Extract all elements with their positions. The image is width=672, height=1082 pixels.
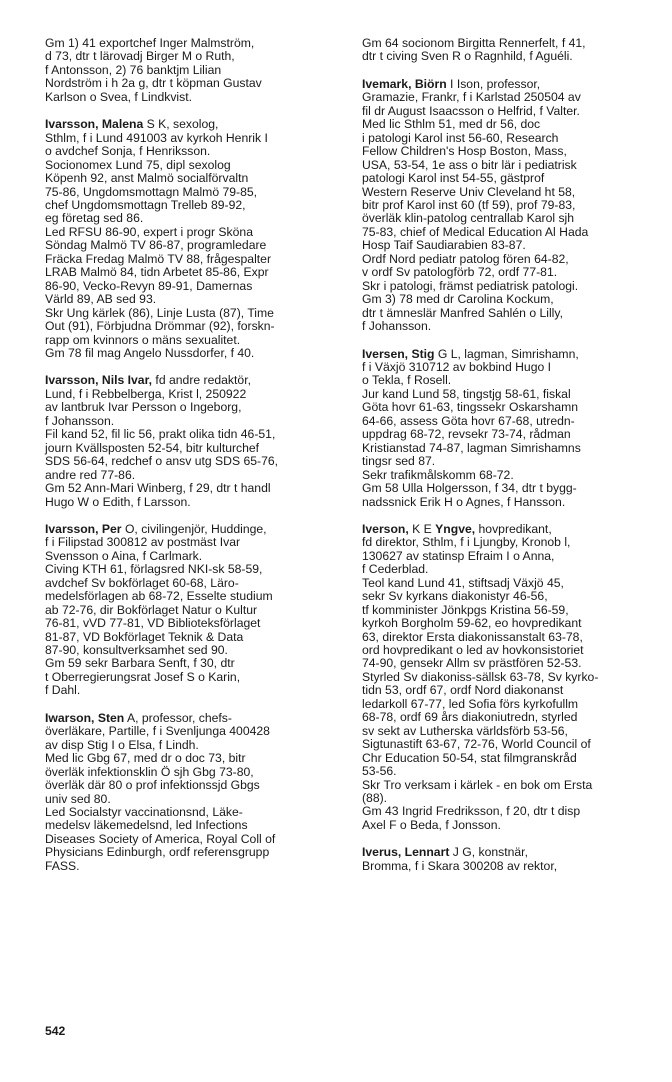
entry-line xyxy=(45,604,345,617)
entry-name: Ivarsson, Per xyxy=(45,521,122,536)
entry-text: Gm 58 Ulla Holgersson, f 34, dtr t bygg- xyxy=(362,481,577,496)
entry-text: Skr Ung kärlek (86), Linje Lusta (87), Time xyxy=(45,305,274,320)
entry-line xyxy=(45,37,345,50)
entry-text: hovpredikant, xyxy=(475,521,552,536)
entry-line xyxy=(362,118,662,131)
entry-line xyxy=(45,172,345,185)
biography-entry xyxy=(45,712,345,873)
entry-name: Ivarsson, Nils Ivar, xyxy=(45,373,153,388)
entry-text: Styrled Sv diakoniss-sällsk 63-78, Sv kyrko- xyxy=(362,669,599,684)
entry-line xyxy=(45,657,345,670)
biography-entry xyxy=(45,374,345,509)
entry-line xyxy=(45,833,345,846)
entry-text: Western Reserve Univ Cleveland ht 58, xyxy=(362,184,576,199)
entry-text: Civing KTH 61, förlagsred NKI-sk 58-59, xyxy=(45,562,263,577)
entry-text: 64-66, assess Göta hovr 67-68, utredn- xyxy=(362,413,575,428)
entry-line xyxy=(362,644,662,657)
entry-line xyxy=(45,766,345,779)
entry-line xyxy=(362,401,662,414)
entry-text: 86-90, Vecko-Revyn 89-91, Damernas xyxy=(45,278,253,293)
entry-text: Skr i patologi, främst pediatrisk patologi. xyxy=(362,278,579,293)
entry-text: ab 72-76, dir Bokförlaget Natur o Kultur xyxy=(45,602,258,617)
entry-line xyxy=(362,752,662,765)
entry-line xyxy=(45,684,345,697)
entry-text: O, civilingenjör, Huddinge, xyxy=(121,521,267,536)
entry-line xyxy=(362,415,662,428)
entry-line xyxy=(45,469,345,482)
entry-line xyxy=(362,91,662,104)
entry-line xyxy=(362,348,662,361)
page-number: 542 xyxy=(45,1024,66,1038)
entry-text: K E xyxy=(408,521,436,536)
entry-text: överläk klin-patolog centrallab Karol sjh xyxy=(362,211,575,226)
entry-text: Jur kand Lund 58, tingstjg 58-61, fiskal xyxy=(362,386,571,401)
entry-text: Göta hovr 61-63, tingssekr Oskarshamn xyxy=(362,400,579,415)
entry-text: Physicians Edinburgh, ordf referensgrupp xyxy=(45,845,270,860)
entry-line xyxy=(362,846,662,859)
entry-line xyxy=(45,631,345,644)
entry-text: 75-86, Ungdomsmottagn Malmö 79-85, xyxy=(45,184,258,199)
entry-text: Lund, f i Rebbelberga, Krist l, 250922 xyxy=(45,386,247,401)
entry-line xyxy=(45,536,345,549)
entry-line xyxy=(45,496,345,509)
entry-text: t Oberregierungsrat Josef S o Karin, xyxy=(45,669,241,684)
entry-text: Socionomex Lund 75, dipl sexolog xyxy=(45,157,231,172)
entry-text: Med lic Gbg 67, med dr o doc 73, bitr xyxy=(45,751,246,766)
entry-line xyxy=(362,631,662,644)
entry-text: Söndag Malmö TV 86-87, programledare xyxy=(45,238,267,253)
entry-line xyxy=(45,186,345,199)
entry-text: i patologi Karol inst 56-60, Research xyxy=(362,130,559,145)
entry-line xyxy=(362,469,662,482)
entry-line xyxy=(362,253,662,266)
entry-line xyxy=(362,159,662,172)
entry-text: Fräcka Fredag Malmö TV 88, frågespalter xyxy=(45,251,272,266)
entry-text: sekr Sv kyrkans diakonistyr 46-56, xyxy=(362,589,548,604)
entry-line xyxy=(362,657,662,670)
entry-line xyxy=(45,442,345,455)
entry-text: eg företag sed 86. xyxy=(45,211,144,226)
entry-line xyxy=(362,307,662,320)
entry-line xyxy=(45,523,345,536)
entry-line xyxy=(362,482,662,495)
entry-text: Gm 64 socionom Birgitta Rennerfelt, f 41, xyxy=(362,36,586,50)
entry-line xyxy=(45,388,345,401)
entry-text: Bromma, f i Skara 300208 av rektor, xyxy=(362,858,558,873)
right-column xyxy=(362,37,662,887)
entry-line xyxy=(362,455,662,468)
entry-name: Ivarsson, Malena xyxy=(45,117,144,132)
entry-text: f i Växjö 310712 av bokbind Hugo I xyxy=(362,359,552,374)
entry-line xyxy=(362,765,662,778)
entry-text: dtr t civing Sven R o Ragnhild, f Aguéli. xyxy=(362,49,573,64)
entry-text: Diseases Society of America, Royal Coll of xyxy=(45,831,276,846)
entry-text: Gm 1) 41 exportchef Inger Malmström, xyxy=(45,36,255,50)
entry-line xyxy=(45,401,345,414)
entry-line xyxy=(362,860,662,873)
entry-text: 87-90, konsultverksamhet sed 90. xyxy=(45,643,228,658)
entry-line xyxy=(362,374,662,387)
entry-line xyxy=(45,550,345,563)
entry-line xyxy=(45,644,345,657)
entry-text: FASS. xyxy=(45,858,80,873)
entry-text: LRAB Malmö 84, tidn Arbetet 85-86, Expr xyxy=(45,265,269,280)
biography-entry xyxy=(362,37,662,64)
entry-text: nadssnick Erik H o Agnes, f Hansson. xyxy=(362,494,566,509)
entry-line xyxy=(45,226,345,239)
entry-text: Gm 78 fil mag Angelo Nussdorfer, f 40. xyxy=(45,345,255,360)
entry-text: v ordf Sv patologförb 72, ordf 77-81. xyxy=(362,265,558,280)
entry-line xyxy=(362,186,662,199)
entry-line xyxy=(362,779,662,792)
entry-line xyxy=(45,280,345,293)
entry-text: Gm 3) 78 med dr Carolina Kockum, xyxy=(362,292,554,307)
entry-line xyxy=(45,253,345,266)
entry-line xyxy=(45,739,345,752)
biography-entry xyxy=(362,78,662,334)
entry-text: G L, lagman, Simrishamn, xyxy=(434,346,579,361)
entry-text: o avdchef Sonja, f Henriksson. xyxy=(45,144,211,159)
entry-line xyxy=(45,266,345,279)
entry-line xyxy=(362,590,662,603)
entry-line xyxy=(362,37,662,50)
entry-line xyxy=(362,698,662,711)
entry-line xyxy=(45,819,345,832)
entry-line xyxy=(362,388,662,401)
entry-text: Fellow Children's Hosp Boston, Mass, xyxy=(362,144,567,159)
entry-line xyxy=(362,105,662,118)
entry-text: Chr Education 50-54, stat filmgranskråd xyxy=(362,750,577,765)
entry-text: tingsr sed 87. xyxy=(362,454,436,469)
entry-line xyxy=(362,577,662,590)
entry-line xyxy=(45,725,345,738)
entry-text: Sigtunastift 63-67, 72-76, World Council of xyxy=(362,737,591,752)
entry-text: tidn 53, ordf 67, ordf Nord diakonanst xyxy=(362,683,564,698)
biography-entry xyxy=(45,118,345,360)
entry-line xyxy=(45,374,345,387)
entry-line xyxy=(362,172,662,185)
entry-line xyxy=(45,212,345,225)
entry-text: A, professor, chefs- xyxy=(124,710,232,725)
entry-text: Led Socialstyr vaccinationsnd, Läke- xyxy=(45,805,243,820)
entry-line xyxy=(45,320,345,333)
entry-text: Gramazie, Frankr, f i Karlstad 250504 av xyxy=(362,90,581,105)
entry-line xyxy=(362,50,662,63)
entry-line xyxy=(45,64,345,77)
entry-text: Teol kand Lund 41, stiftsadj Växjö 45, xyxy=(362,575,564,590)
entry-text: S K, sexolog, xyxy=(143,117,219,132)
entry-text: kyrkoh Borgholm 59-62, eo hovpredikant xyxy=(362,616,582,631)
entry-line xyxy=(362,266,662,279)
entry-text: USA, 53-54, 1e ass o bitr lär i pediatrisk xyxy=(362,157,577,172)
entry-text: fil dr August Isaacsson o Helfrid, f Valter. xyxy=(362,103,580,118)
entry-text: f i Filipstad 300812 av postmäst Ivar xyxy=(45,535,241,550)
entry-line xyxy=(45,806,345,819)
entry-line xyxy=(45,159,345,172)
entry-line xyxy=(362,792,662,805)
entry-text: av disp Stig I o Elsa, f Lindh. xyxy=(45,737,199,752)
entry-text: överläk där 80 o prof infektionssjd Gbgs xyxy=(45,778,260,793)
entry-text: bitr prof Karol inst 60 (tf 59), prof 79-83, xyxy=(362,197,576,212)
entry-text: Axel F o Beda, f Jonsson. xyxy=(362,817,501,832)
entry-line xyxy=(362,725,662,738)
entry-text: sv sekt av Lutherska världsförb 53-56, xyxy=(362,723,568,738)
biography-entry xyxy=(362,348,662,509)
entry-line xyxy=(362,226,662,239)
entry-text: d 73, dtr t lärovadj Birger M o Ruth, xyxy=(45,49,235,64)
entry-text: Gm 52 Ann-Mari Winberg, f 29, dtr t handl xyxy=(45,481,271,496)
entry-line xyxy=(45,334,345,347)
entry-text: Skr Tro verksam i kärlek - en bok om Ersta xyxy=(362,777,593,792)
entry-name: Iverus, Lennart xyxy=(362,845,450,860)
entry-line xyxy=(362,805,662,818)
entry-text: Sthlm, f i Lund 491003 av kyrkoh Henrik I xyxy=(45,130,268,145)
entry-text: dtr t ämneslär Manfred Sahlén o Lilly, xyxy=(362,305,563,320)
entry-text: f Johansson. xyxy=(362,319,432,334)
entry-line xyxy=(362,199,662,212)
entry-line xyxy=(362,239,662,252)
biography-entry xyxy=(362,523,662,832)
entry-name: Ivemark, Biörn xyxy=(362,76,447,91)
entry-line xyxy=(45,617,345,630)
entry-text: Värld 89, AB sed 93. xyxy=(45,292,157,307)
entry-text: f Cederblad. xyxy=(362,562,429,577)
entry-text: Hosp Taif Saudiarabien 83-87. xyxy=(362,238,526,253)
entry-name: Iwarson, Sten xyxy=(45,710,125,725)
entry-text: Sekr trafikmålskomm 68-72. xyxy=(362,467,514,482)
entry-text: ledarkoll 67-77, led Sofia förs kyrkofullm xyxy=(362,696,579,711)
entry-line xyxy=(362,361,662,374)
entry-text: 76-81, vVD 77-81, VD Biblioteksförlaget xyxy=(45,616,261,631)
entry-line xyxy=(45,712,345,725)
entry-line xyxy=(45,793,345,806)
entry-line xyxy=(362,711,662,724)
entry-text: 68-78, ordf 69 års diakoniutredn, styrled xyxy=(362,710,578,725)
entry-line xyxy=(45,590,345,603)
entry-text: medelsförlagen ab 68-72, Esselte studium xyxy=(45,589,273,604)
entry-text: Nordström i h 2a g, dtr t köpman Gustav xyxy=(45,76,262,91)
entry-line xyxy=(362,132,662,145)
entry-text: fd direktor, Sthlm, f i Ljungby, Kronob l, xyxy=(362,535,571,550)
entry-text: Köpenh 92, anst Malmö socialförvaltn xyxy=(45,171,249,186)
entry-text: univ sed 80. xyxy=(45,791,111,806)
entry-text: Kristianstad 74-87, lagman Simrishamns xyxy=(362,440,581,455)
entry-line xyxy=(45,671,345,684)
entry-line xyxy=(362,320,662,333)
entry-text: Hugo W o Edith, f Larsson. xyxy=(45,494,191,509)
entry-line xyxy=(362,738,662,751)
biography-entry xyxy=(362,846,662,873)
entry-text: rapp om kvinnors o mäns sexualitet. xyxy=(45,332,241,347)
entry-line xyxy=(362,212,662,225)
entry-line xyxy=(45,293,345,306)
biography-entry xyxy=(45,37,345,104)
entry-text: av lantbruk Ivar Persson o Ingeborg, xyxy=(45,400,242,415)
entry-line xyxy=(45,779,345,792)
entry-line xyxy=(45,132,345,145)
entry-text: Med lic Sthlm 51, med dr 56, doc xyxy=(362,117,541,132)
entry-line xyxy=(45,199,345,212)
entry-text: Out (91), Förbjudna Drömmar (92), forskn- xyxy=(45,319,275,334)
entry-line xyxy=(45,860,345,873)
entry-name: Iversen, Stig xyxy=(362,346,435,361)
entry-line xyxy=(45,846,345,859)
entry-text: Gm 43 Ingrid Fredriksson, f 20, dtr t disp xyxy=(362,804,581,819)
entry-text: journ Kvällsposten 52-54, bitr kulturchef xyxy=(45,440,260,455)
entry-text: 53-56. xyxy=(362,764,397,779)
entry-line xyxy=(45,50,345,63)
entry-text: 130627 av statinsp Efraim I o Anna, xyxy=(362,548,555,563)
entry-line xyxy=(362,671,662,684)
entry-line xyxy=(362,563,662,576)
entry-text: Svensson o Aina, f Carlmark. xyxy=(45,548,203,563)
entry-text: f Johansson. xyxy=(45,413,115,428)
entry-line xyxy=(362,819,662,832)
entry-line xyxy=(45,428,345,441)
entry-line xyxy=(362,428,662,441)
entry-line xyxy=(362,78,662,91)
entry-line xyxy=(362,496,662,509)
entry-text: andre red 77-86. xyxy=(45,467,136,482)
entry-text: J G, konstnär, xyxy=(449,845,528,860)
entry-line xyxy=(362,280,662,293)
entry-line xyxy=(45,91,345,104)
entry-text: f Antonsson, 2) 76 banktjm Lilian xyxy=(45,62,222,77)
entry-line xyxy=(45,347,345,360)
entry-text: avdchef Sv bokförlaget 60-68, Läro- xyxy=(45,575,239,590)
entry-line xyxy=(45,415,345,428)
entry-text: patologi Karol inst 54-55, gästprof xyxy=(362,171,545,186)
entry-line xyxy=(362,536,662,549)
entry-text: 81-87, VD Bokförlaget Teknik & Data xyxy=(45,629,244,644)
entry-line xyxy=(45,563,345,576)
entry-line xyxy=(45,455,345,468)
entry-text: medelsv läkemedelsnd, led Infections xyxy=(45,818,248,833)
entry-text: överläkare, Partille, f i Svenljunga 400428 xyxy=(45,724,270,739)
biography-entry xyxy=(45,523,345,698)
entry-name: Yngve, xyxy=(435,521,476,536)
entry-line xyxy=(45,239,345,252)
entry-line xyxy=(45,482,345,495)
entry-text: 63, direktor Ersta diakonissanstalt 63-78, xyxy=(362,629,583,644)
entry-text: Karlson o Svea, f Lindkvist. xyxy=(45,89,192,104)
entry-line xyxy=(362,684,662,697)
entry-line xyxy=(362,293,662,306)
entry-line xyxy=(45,752,345,765)
entry-line xyxy=(362,523,662,536)
entry-text: Fil kand 52, fil lic 56, prakt olika tidn 46-51, xyxy=(45,427,276,442)
entry-line xyxy=(45,307,345,320)
left-column xyxy=(45,37,345,887)
entry-text: 74-90, gensekr Allm sv prästfören 52-53. xyxy=(362,656,582,671)
entry-line xyxy=(45,145,345,158)
entry-text: o Tekla, f Rosell. xyxy=(362,373,452,388)
entry-line xyxy=(362,550,662,563)
entry-text: överläk infektionsklin Ö sjh Gbg 73-80, xyxy=(45,764,254,779)
entry-line xyxy=(45,77,345,90)
entry-text: uppdrag 68-72, revsekr 73-74, rådman xyxy=(362,427,571,442)
entry-name: Iverson, xyxy=(362,521,409,536)
entry-text: Gm 59 sekr Barbara Senft, f 30, dtr xyxy=(45,656,235,671)
entry-text: (88). xyxy=(362,791,388,806)
entry-line xyxy=(362,442,662,455)
entry-text: 75-83, chief of Medical Education Al Hada xyxy=(362,224,589,239)
entry-text: chef Ungdomsmottagn Trelleb 89-92, xyxy=(45,197,246,212)
entry-text: SDS 56-64, redchef o ansv utg SDS 65-76, xyxy=(45,454,279,469)
entry-text: f Dahl. xyxy=(45,683,81,698)
entry-line xyxy=(362,617,662,630)
entry-line xyxy=(362,604,662,617)
entry-line xyxy=(45,118,345,131)
entry-line xyxy=(362,145,662,158)
entry-text: tf komminister Jönkpgs Kristina 56-59, xyxy=(362,602,569,617)
entry-text: I Ison, professor, xyxy=(446,76,541,91)
entry-text: fd andre redaktör, xyxy=(152,373,251,388)
entry-text: ord hovpredikant o led av hovkonsistoriet xyxy=(362,643,584,658)
entry-text: Ordf Nord pediatr patolog fören 64-82, xyxy=(362,251,569,266)
entry-line xyxy=(45,577,345,590)
entry-text: Led RFSU 86-90, expert i progr Sköna xyxy=(45,224,253,239)
